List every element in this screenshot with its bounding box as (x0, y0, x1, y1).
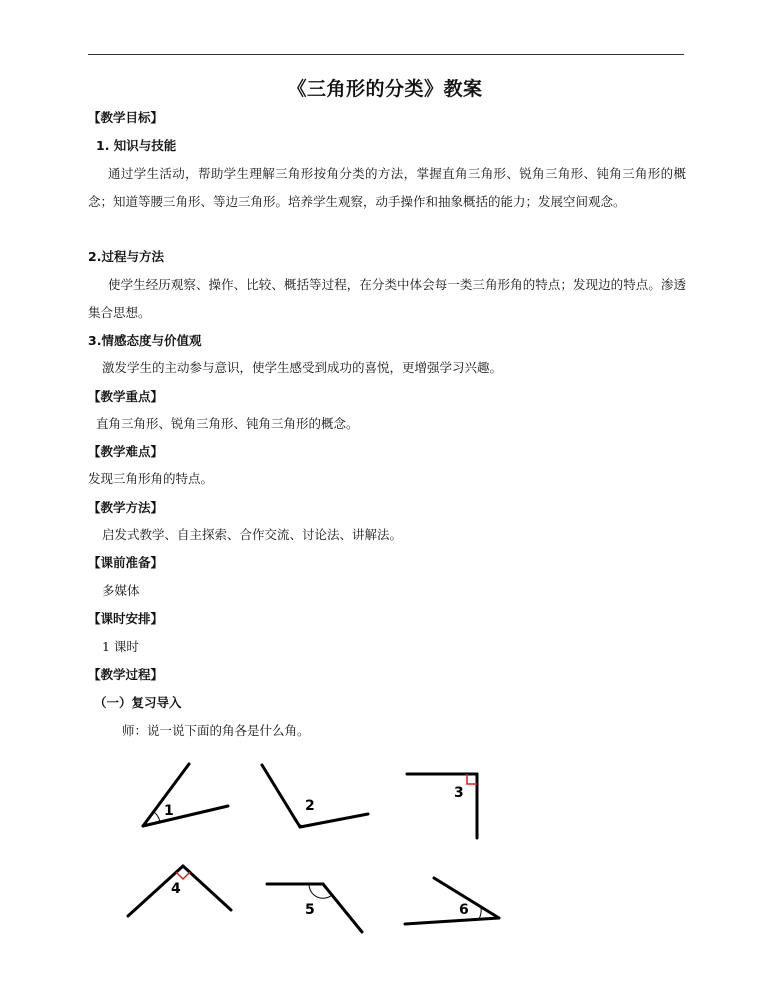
difficulty-paragraph: 发现三角形角的特点。 (88, 471, 214, 486)
angle-2 (262, 765, 368, 827)
schedule-paragraph: 1 课时 (102, 639, 139, 654)
prep-paragraph: 多媒体 (102, 583, 140, 598)
key-heading: 【教学重点】 (88, 389, 164, 404)
method-heading: 【教学方法】 (88, 500, 164, 515)
knowledge-heading: 1. 知识与技能 (96, 138, 177, 153)
angle-6 (405, 878, 499, 924)
schedule-heading: 【课时安排】 (88, 611, 164, 626)
goals-heading: 【教学目标】 (88, 110, 164, 125)
procedure-heading: 【教学过程】 (88, 667, 164, 682)
angle-1 (143, 764, 228, 826)
angle-4-label: 4 (171, 881, 181, 897)
angle-3-label: 3 (454, 785, 464, 801)
angle-2-label: 2 (305, 798, 315, 814)
review-paragraph: 师：说一说下面的角各是什么角。 (122, 723, 310, 738)
angle-6-label: 6 (459, 902, 469, 918)
knowledge-paragraph: 通过学生活动，帮助学生理解三角形按角分类的方法，掌握直角三角形、锐角三角形、钝角三角形的概念；知道等腰三角形、等边三角形。培养学生观察，动手操作和抽象概括的能力；发展空间观念。 (88, 166, 686, 209)
angle-1-label: 1 (164, 803, 174, 819)
angle-3 (407, 774, 477, 838)
page-title: 《三角形的分类》教案 (287, 78, 483, 100)
emotion-paragraph: 激发学生的主动参与意识，使学生感受到成功的喜悦，更增强学习兴趣。 (102, 360, 503, 375)
review-heading: （一）复习导入 (94, 695, 182, 710)
angle-5 (267, 884, 362, 932)
key-paragraph: 直角三角形、锐角三角形、钝角三角形的概念。 (96, 416, 359, 431)
process-heading: 2.过程与方法 (88, 249, 164, 264)
emotion-heading: 3.情感态度与价值观 (88, 333, 202, 348)
header-rule (88, 54, 684, 55)
difficulty-heading: 【教学难点】 (88, 444, 164, 459)
prep-heading: 【课前准备】 (88, 555, 164, 570)
angles-figure (110, 752, 530, 952)
angle-5-label: 5 (305, 902, 315, 918)
method-paragraph: 启发式教学、自主探索、合作交流、讨论法、讲解法。 (102, 527, 403, 542)
process-paragraph: 使学生经历观察、操作、比较、概括等过程，在分类中体会每一类三角形角的特点；发现边的特点。渗透集合思想。 (88, 277, 686, 320)
angle-4 (128, 866, 231, 916)
